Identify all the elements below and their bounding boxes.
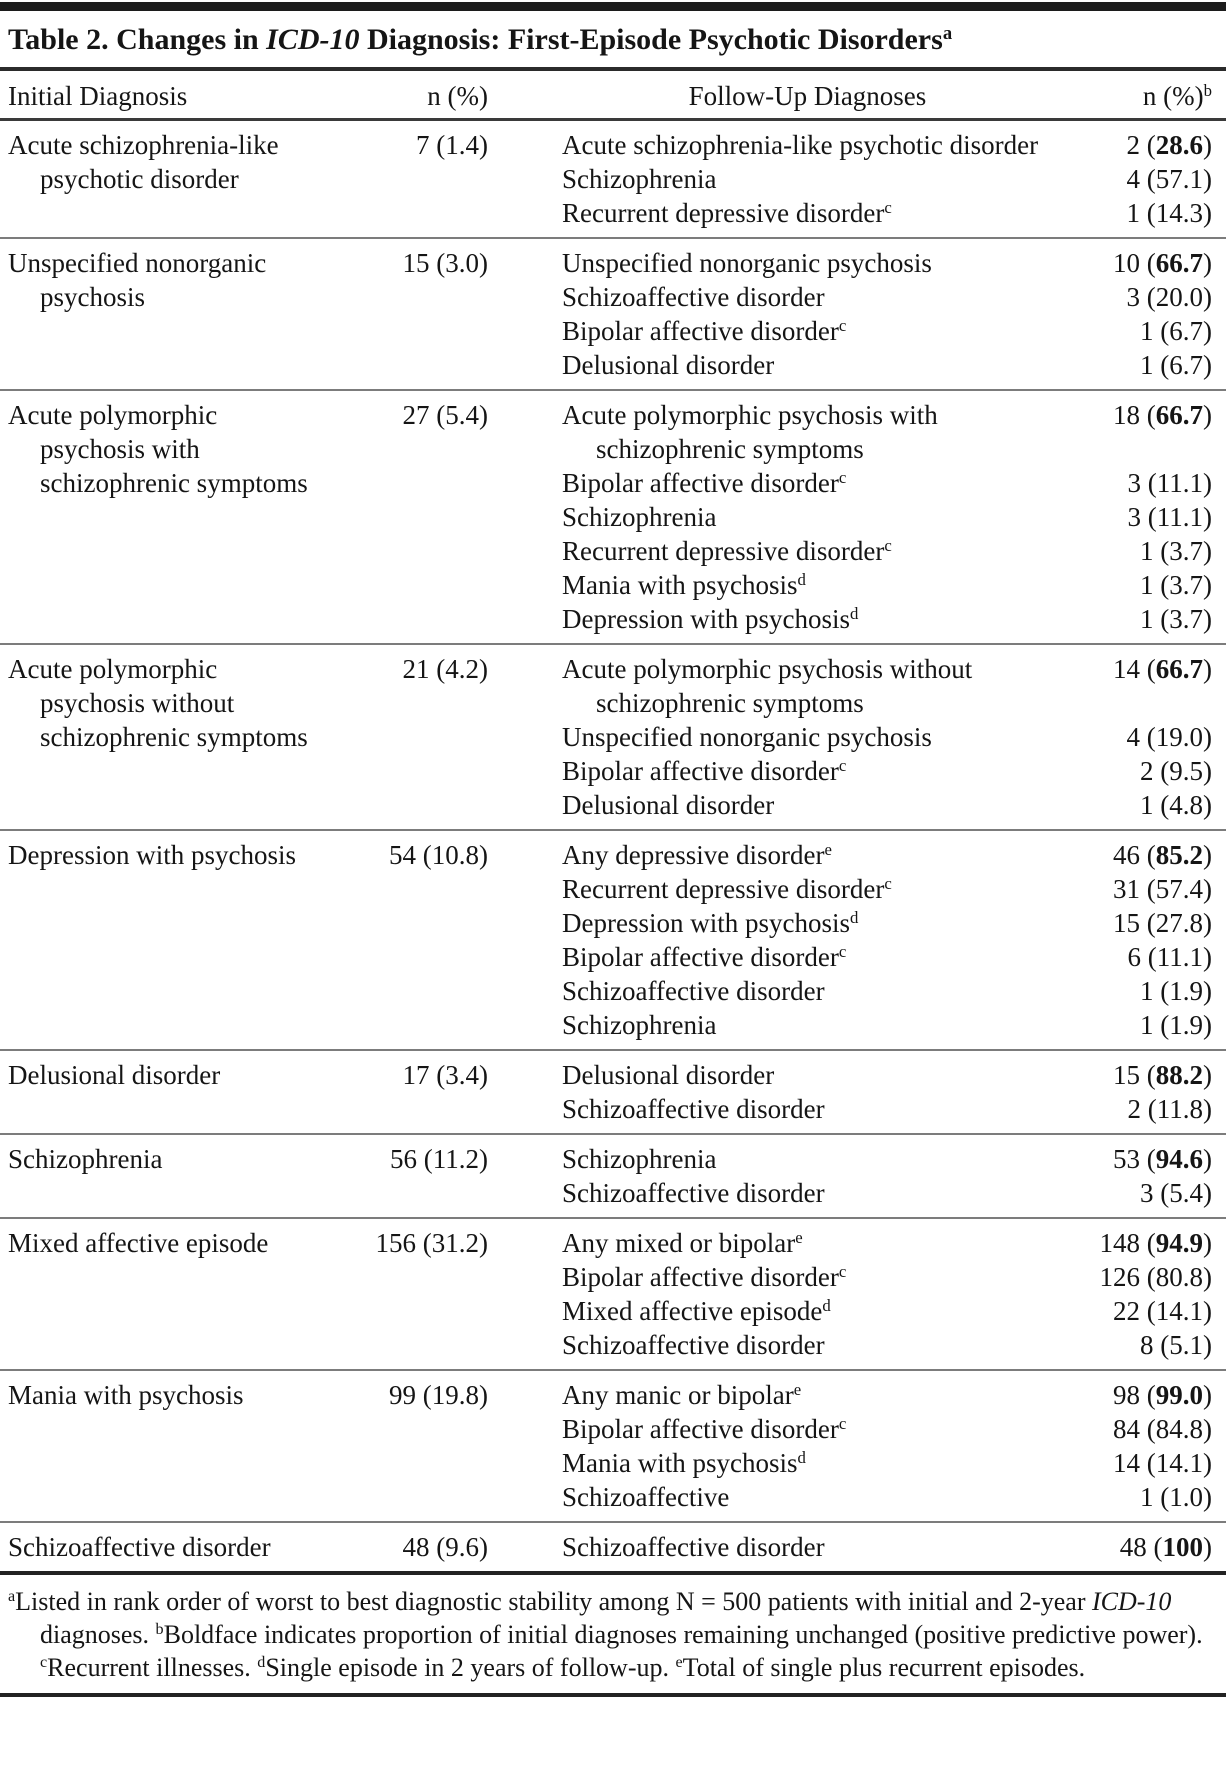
followup-diagnosis-label: Bipolar affective disorder <box>562 468 839 498</box>
table-title-post: Diagnosis: First-Episode Psychotic Disorders <box>359 23 943 56</box>
followup-list <box>562 398 1212 636</box>
followup-n-bold-percent: 94.6 <box>1155 1144 1203 1174</box>
followup-row <box>562 1142 1212 1176</box>
followup-diagnosis <box>562 940 1074 974</box>
followup-n-value <box>1140 1176 1212 1210</box>
initial-diagnosis-cell <box>8 128 318 230</box>
followup-n-prefix: 15 ( <box>1113 1060 1156 1090</box>
followup-n-prefix: 1 (14.3) <box>1126 198 1212 228</box>
followup-n-prefix: 18 ( <box>1113 400 1156 430</box>
followup-footnote-marker: e <box>824 839 832 859</box>
initial-diagnosis: Unspecified nonorganic psychosis <box>8 248 267 312</box>
column-header-row <box>0 71 1226 118</box>
followup-diagnosis <box>562 398 1074 466</box>
followup-diagnosis <box>562 348 1074 382</box>
followup-footnote-marker: d <box>822 1295 831 1315</box>
followup-row <box>562 652 1212 720</box>
followup-n-prefix: 8 (5.1) <box>1140 1330 1212 1360</box>
followup-n-prefix: 1 (6.7) <box>1140 316 1212 346</box>
followup-diagnosis-label: Bipolar affective disorder <box>562 316 839 346</box>
followup-n-value <box>1113 398 1212 466</box>
followup-diagnosis <box>562 568 1074 602</box>
followup-n-value <box>1140 534 1212 568</box>
diagnosis-section-row <box>0 121 1226 237</box>
followup-diagnosis <box>562 196 1074 230</box>
followup-n-value <box>1113 1058 1212 1092</box>
followup-row <box>562 1008 1212 1042</box>
followup-footnote-marker: c <box>838 941 847 961</box>
followup-diagnosis <box>562 1412 1074 1446</box>
followup-diagnosis-label: Acute polymorphic psychosis without schizophrenic symptoms <box>562 654 973 718</box>
initial-n-value: 17 (3.4) <box>402 1060 488 1090</box>
followup-diagnosis-label: Acute polymorphic psychosis with schizophrenic symptoms <box>562 400 938 464</box>
footnote-marker-b: b <box>155 1621 164 1639</box>
initial-n-value: 54 (10.8) <box>389 840 488 870</box>
followup-diagnosis <box>562 1378 1074 1412</box>
followup-diagnosis-label: Any mixed or bipolar <box>562 1228 796 1258</box>
followup-diagnosis <box>562 1446 1074 1480</box>
followup-n-value <box>1140 1480 1212 1514</box>
followup-row <box>562 568 1212 602</box>
followup-diagnosis <box>562 602 1074 636</box>
followup-footnote-marker: e <box>793 1379 802 1399</box>
footnote-c-text: Recurrent illnesses. <box>47 1653 258 1682</box>
followup-n-value <box>1127 162 1212 196</box>
followup-diagnosis <box>562 788 1074 822</box>
followup-diagnosis-label: Any manic or bipolar <box>562 1380 794 1410</box>
footnotes <box>0 1575 1226 1693</box>
followup-diagnosis-label: Delusional disorder <box>562 1060 775 1090</box>
followup-row <box>562 398 1212 466</box>
followup-diagnosis <box>562 500 1074 534</box>
followup-n-value <box>1140 754 1212 788</box>
followup-diagnosis-label: Mania with psychosis <box>562 570 798 600</box>
followup-n-bold-percent: 88.2 <box>1155 1060 1203 1090</box>
followup-n-prefix: 4 (57.1) <box>1126 164 1212 194</box>
followup-n-prefix: 4 (19.0) <box>1126 722 1212 752</box>
initial-diagnosis: Mania with psychosis <box>8 1380 244 1410</box>
followup-n-value <box>1120 1530 1212 1564</box>
followup-diagnosis <box>562 1176 1074 1210</box>
initial-n-value: 15 (3.0) <box>402 248 488 278</box>
followup-n-prefix: 15 (27.8) <box>1113 908 1212 938</box>
followup-n-value <box>1113 246 1212 280</box>
followup-diagnosis <box>562 974 1074 1008</box>
table-title <box>0 11 1226 67</box>
followup-list <box>562 1058 1212 1126</box>
followup-row <box>562 1260 1212 1294</box>
followup-diagnosis <box>562 314 1074 348</box>
initial-diagnosis: Acute polymorphic psychosis without schizophrenic symptoms <box>8 654 308 752</box>
followup-n-value <box>1113 1142 1212 1176</box>
followup-n-value <box>1113 838 1212 872</box>
followup-footnote-marker: d <box>849 907 859 927</box>
followup-row <box>562 314 1212 348</box>
initial-diagnosis: Mixed affective episode <box>8 1228 269 1258</box>
initial-n-value: 21 (4.2) <box>402 654 488 684</box>
followup-row <box>562 1226 1212 1260</box>
initial-diagnosis: Acute schizophrenia-like psychotic disorder <box>8 130 279 194</box>
followup-diagnosis-label: Recurrent depressive disorder <box>562 874 885 904</box>
followup-n-bold-percent: 66.7 <box>1155 248 1203 278</box>
followup-n-prefix: 84 (84.8) <box>1113 1414 1212 1444</box>
followup-n-suffix: ) <box>1203 1380 1212 1410</box>
followup-n-bold-percent: 99.0 <box>1155 1380 1203 1410</box>
followup-row <box>562 1294 1212 1328</box>
followup-diagnosis <box>562 1008 1074 1042</box>
initial-n-value: 27 (5.4) <box>402 400 488 430</box>
followup-n-prefix: 1 (3.7) <box>1140 604 1212 634</box>
diagnosis-section-row <box>0 1051 1226 1133</box>
followup-diagnosis-label: Unspecified nonorganic psychosis <box>562 722 932 752</box>
followup-diagnosis <box>562 838 1074 872</box>
initial-n-value: 48 (9.6) <box>402 1532 488 1562</box>
followup-n-prefix: 2 ( <box>1126 130 1156 160</box>
followup-n-value <box>1127 720 1212 754</box>
followup-n-value <box>1128 940 1212 974</box>
followup-n-prefix: 2 (11.8) <box>1127 1094 1212 1124</box>
followup-list <box>562 838 1212 1042</box>
followup-n-value <box>1113 652 1212 720</box>
followup-n-value <box>1128 1092 1212 1126</box>
followup-diagnosis-label: Schizophrenia <box>562 1144 717 1174</box>
followup-n-prefix: 1 (4.8) <box>1140 790 1212 820</box>
followup-n-value <box>1140 314 1212 348</box>
column-header-n2-text: n (%) <box>1142 81 1204 111</box>
followup-n-bold-percent: 28.6 <box>1155 130 1203 160</box>
footnote-marker-a: a <box>8 1588 16 1606</box>
followup-diagnosis <box>562 280 1074 314</box>
footnote-d-text: Single episode in 2 years of follow-up. <box>265 1653 676 1682</box>
column-header-initial-diagnosis: Initial Diagnosis <box>8 81 188 111</box>
followup-row <box>562 940 1212 974</box>
footnote-a-italic: ICD-10 <box>1092 1587 1172 1616</box>
followup-diagnosis-label: Unspecified nonorganic psychosis <box>562 248 932 278</box>
followup-n-prefix: 3 (11.1) <box>1127 502 1212 532</box>
followup-row <box>562 602 1212 636</box>
initial-diagnosis-cell <box>8 838 318 1042</box>
followup-footnote-marker: c <box>884 873 892 893</box>
followup-n-value <box>1140 568 1212 602</box>
followup-list <box>562 1226 1212 1362</box>
initial-n-value: 7 (1.4) <box>416 130 488 160</box>
followup-row <box>562 196 1212 230</box>
footnote-b-text: Boldface indicates proportion of initial diagnoses remaining unchanged (positive predictive power). <box>163 1620 1203 1649</box>
initial-n-value: 99 (19.8) <box>389 1380 488 1410</box>
followup-diagnosis <box>562 1530 1074 1564</box>
followup-row <box>562 500 1212 534</box>
followup-row <box>562 838 1212 872</box>
followup-diagnosis-label: Bipolar affective disorder <box>562 1262 839 1292</box>
followup-n-bold-percent: 85.2 <box>1155 840 1203 870</box>
followup-diagnosis <box>562 128 1074 162</box>
followup-n-value <box>1113 872 1212 906</box>
followup-n-prefix: 1 (1.0) <box>1140 1482 1212 1512</box>
followup-n-value <box>1140 1008 1212 1042</box>
followup-row <box>562 280 1212 314</box>
followup-n-prefix: 14 ( <box>1113 654 1156 684</box>
diagnosis-section-row <box>0 391 1226 643</box>
followup-diagnosis <box>562 466 1074 500</box>
initial-diagnosis: Delusional disorder <box>8 1060 221 1090</box>
followup-footnote-marker: c <box>838 1413 847 1433</box>
followup-row <box>562 754 1212 788</box>
followup-list <box>562 1378 1212 1514</box>
followup-diagnosis-label: Bipolar affective disorder <box>562 756 839 786</box>
followup-row <box>562 1092 1212 1126</box>
followup-n-value <box>1140 1328 1212 1362</box>
followup-n-bold-percent: 94.9 <box>1155 1228 1203 1258</box>
initial-diagnosis-cell <box>8 652 318 822</box>
followup-row <box>562 1176 1212 1210</box>
followup-diagnosis <box>562 1328 1074 1362</box>
followup-n-prefix: 46 ( <box>1113 840 1156 870</box>
followup-n-prefix: 1 (3.7) <box>1140 570 1212 600</box>
followup-n-value <box>1113 1446 1212 1480</box>
diagnosis-section-row <box>0 831 1226 1049</box>
followup-list <box>562 246 1212 382</box>
followup-footnote-marker: c <box>838 1261 847 1281</box>
followup-row <box>562 1412 1212 1446</box>
followup-diagnosis-label: Recurrent depressive disorder <box>562 536 885 566</box>
followup-diagnosis <box>562 720 1074 754</box>
followup-n-prefix: 98 ( <box>1113 1380 1156 1410</box>
followup-n-prefix: 10 ( <box>1113 248 1156 278</box>
followup-diagnosis <box>562 1092 1074 1126</box>
followup-row <box>562 1530 1212 1564</box>
followup-diagnosis-label: Schizoaffective disorder <box>562 1178 825 1208</box>
column-header-n1: n (%) <box>427 81 488 111</box>
followup-n-value <box>1140 788 1212 822</box>
followup-n-suffix: ) <box>1203 130 1212 160</box>
followup-diagnosis-label: Recurrent depressive disorder <box>562 198 885 228</box>
followup-row <box>562 1480 1212 1514</box>
followup-n-prefix: 22 (14.1) <box>1113 1296 1212 1326</box>
followup-diagnosis-label: Schizophrenia <box>562 164 717 194</box>
followup-n-suffix: ) <box>1203 1060 1212 1090</box>
followup-diagnosis <box>562 1142 1074 1176</box>
followup-row <box>562 720 1212 754</box>
followup-diagnosis <box>562 872 1074 906</box>
followup-n-value <box>1113 906 1212 940</box>
followup-diagnosis-label: Bipolar affective disorder <box>562 1414 839 1444</box>
followup-diagnosis <box>562 162 1074 196</box>
diagnosis-section-row <box>0 1135 1226 1217</box>
followup-diagnosis <box>562 754 1074 788</box>
initial-diagnosis: Depression with psychosis <box>8 840 296 870</box>
followup-diagnosis <box>562 1480 1074 1514</box>
followup-n-value <box>1113 1378 1212 1412</box>
followup-footnote-marker: c <box>838 467 847 487</box>
followup-diagnosis <box>562 246 1074 280</box>
followup-diagnosis <box>562 906 1074 940</box>
table-bottom-rule <box>0 1693 1226 1697</box>
followup-diagnosis <box>562 1058 1074 1092</box>
followup-diagnosis-label: Schizophrenia <box>562 1010 717 1040</box>
followup-n-bold-percent: 100 <box>1162 1532 1203 1562</box>
followup-n-value <box>1140 348 1212 382</box>
followup-n-value <box>1140 602 1212 636</box>
followup-diagnosis-label: Schizoaffective disorder <box>562 1330 825 1360</box>
followup-footnote-marker: c <box>838 755 847 775</box>
followup-n-prefix: 3 (20.0) <box>1126 282 1212 312</box>
followup-footnote-marker: c <box>884 197 892 217</box>
followup-n-value <box>1100 1260 1212 1294</box>
table-title-footnote-marker: a <box>942 22 953 44</box>
followup-n-value <box>1127 128 1213 162</box>
followup-footnote-marker: c <box>838 315 847 335</box>
followup-diagnosis-label: Schizoaffective disorder <box>562 1094 825 1124</box>
followup-n-value <box>1128 466 1212 500</box>
initial-diagnosis-cell <box>8 1142 318 1210</box>
followup-n-prefix: 48 ( <box>1119 1532 1163 1562</box>
followup-diagnosis-label: Acute schizophrenia-like psychotic disorder <box>562 130 1039 160</box>
followup-row <box>562 1058 1212 1092</box>
followup-diagnosis-label: Depression with psychosis <box>562 604 850 634</box>
followup-list <box>562 652 1212 822</box>
followup-n-value <box>1127 196 1212 230</box>
followup-n-value <box>1128 500 1212 534</box>
followup-n-suffix: ) <box>1203 400 1212 430</box>
followup-diagnosis <box>562 1260 1074 1294</box>
followup-row <box>562 906 1212 940</box>
followup-row <box>562 466 1212 500</box>
footnote-text <box>8 1585 1212 1684</box>
initial-diagnosis-cell <box>8 246 318 382</box>
diagnosis-section-row <box>0 645 1226 829</box>
followup-n-prefix: 6 (11.1) <box>1127 942 1212 972</box>
followup-n-suffix: ) <box>1203 1228 1212 1258</box>
followup-n-suffix: ) <box>1203 1532 1212 1562</box>
followup-diagnosis <box>562 1226 1074 1260</box>
followup-n-prefix: 1 (3.7) <box>1140 536 1212 566</box>
followup-n-prefix: 126 (80.8) <box>1099 1262 1212 1292</box>
footnote-marker-e: e <box>675 1654 683 1672</box>
followup-row <box>562 348 1212 382</box>
followup-diagnosis-label: Delusional disorder <box>562 790 775 820</box>
followup-footnote-marker: d <box>849 603 859 623</box>
followup-diagnosis-label: Any depressive disorder <box>562 840 825 870</box>
followup-list <box>562 128 1212 230</box>
followup-row <box>562 162 1212 196</box>
followup-n-prefix: 3 (11.1) <box>1127 468 1212 498</box>
followup-list <box>562 1142 1212 1210</box>
followup-n-bold-percent: 66.7 <box>1155 654 1203 684</box>
followup-diagnosis-label: Schizoaffective <box>562 1482 730 1512</box>
followup-footnote-marker: d <box>797 1447 806 1467</box>
initial-diagnosis: Schizophrenia <box>8 1144 163 1174</box>
followup-diagnosis <box>562 652 1074 720</box>
footnote-marker-c: c <box>40 1654 48 1672</box>
sections <box>0 121 1226 1571</box>
followup-footnote-marker: d <box>797 569 806 589</box>
followup-n-value <box>1113 1412 1212 1446</box>
followup-diagnosis-label: Mixed affective episode <box>562 1296 823 1326</box>
column-header-followup-diagnoses: Follow-Up Diagnoses <box>688 81 927 111</box>
followup-row <box>562 788 1212 822</box>
column-header-n2-footnote-marker: b <box>1203 80 1212 100</box>
footnote-a-text: Listed in rank order of worst to best diagnostic stability among N = 500 patients with initial and 2-year <box>15 1587 1092 1616</box>
diagnosis-section-row <box>0 239 1226 389</box>
followup-n-prefix: 53 ( <box>1113 1144 1156 1174</box>
table-title-pre: Table 2. Changes in <box>8 23 267 56</box>
column-header-right-group <box>562 79 1212 113</box>
initial-diagnosis: Acute polymorphic psychosis with schizophrenic symptoms <box>8 400 308 498</box>
followup-n-prefix: 3 (5.4) <box>1140 1178 1212 1208</box>
followup-n-prefix: 2 (9.5) <box>1140 756 1212 786</box>
followup-diagnosis <box>562 1294 1074 1328</box>
table-top-rule <box>0 2 1226 11</box>
initial-diagnosis-cell <box>8 398 318 636</box>
followup-diagnosis-label: Schizoaffective disorder <box>562 1532 825 1562</box>
followup-diagnosis <box>562 534 1074 568</box>
followup-row <box>562 872 1212 906</box>
initial-diagnosis: Schizoaffective disorder <box>8 1532 271 1562</box>
followup-n-bold-percent: 66.7 <box>1155 400 1203 430</box>
followup-list <box>562 1530 1212 1564</box>
diagnosis-section-row <box>0 1371 1226 1521</box>
followup-n-suffix: ) <box>1203 654 1212 684</box>
followup-n-prefix: 1 (1.9) <box>1140 1010 1212 1040</box>
followup-footnote-marker: c <box>884 535 892 555</box>
followup-footnote-marker: e <box>795 1227 803 1247</box>
followup-row <box>562 534 1212 568</box>
followup-n-value <box>1127 280 1212 314</box>
followup-n-prefix: 14 (14.1) <box>1113 1448 1212 1478</box>
initial-n-value: 56 (11.2) <box>390 1144 488 1174</box>
diagnosis-section-row <box>0 1523 1226 1571</box>
followup-n-prefix: 1 (6.7) <box>1140 350 1212 380</box>
diagnosis-section-row <box>0 1219 1226 1369</box>
followup-diagnosis-label: Depression with psychosis <box>562 908 850 938</box>
footnote-marker-d: d <box>257 1654 266 1672</box>
followup-row <box>562 1328 1212 1362</box>
followup-diagnosis-label: Bipolar affective disorder <box>562 942 839 972</box>
followup-diagnosis-label: Schizoaffective disorder <box>562 976 825 1006</box>
followup-n-prefix: 31 (57.4) <box>1113 874 1212 904</box>
followup-n-prefix: 148 ( <box>1099 1228 1156 1258</box>
followup-diagnosis-label: Delusional disorder <box>562 350 775 380</box>
followup-row <box>562 1446 1212 1480</box>
followup-n-suffix: ) <box>1203 840 1212 870</box>
initial-diagnosis-cell <box>8 1058 318 1126</box>
followup-row <box>562 1378 1212 1412</box>
followup-n-value <box>1113 1294 1212 1328</box>
followup-n-suffix: ) <box>1203 248 1212 278</box>
footnote-a-text2: diagnoses. <box>40 1620 156 1649</box>
followup-row <box>562 246 1212 280</box>
followup-n-suffix: ) <box>1203 1144 1212 1174</box>
column-header-n2 <box>1143 79 1212 113</box>
followup-row <box>562 128 1212 162</box>
followup-diagnosis-label: Schizophrenia <box>562 502 717 532</box>
followup-n-prefix: 1 (1.9) <box>1140 976 1212 1006</box>
initial-diagnosis-cell <box>8 1378 318 1514</box>
followup-n-value <box>1140 974 1212 1008</box>
initial-diagnosis-cell <box>8 1226 318 1362</box>
followup-diagnosis-label: Schizoaffective disorder <box>562 282 825 312</box>
followup-n-value <box>1100 1226 1213 1260</box>
initial-n-value: 156 (31.2) <box>375 1228 488 1258</box>
followup-diagnosis-label: Mania with psychosis <box>562 1448 798 1478</box>
initial-diagnosis-cell <box>8 1530 318 1564</box>
followup-row <box>562 974 1212 1008</box>
footnote-e-text: Total of single plus recurrent episodes. <box>682 1653 1086 1682</box>
table-title-italic: ICD-10 <box>266 23 360 56</box>
